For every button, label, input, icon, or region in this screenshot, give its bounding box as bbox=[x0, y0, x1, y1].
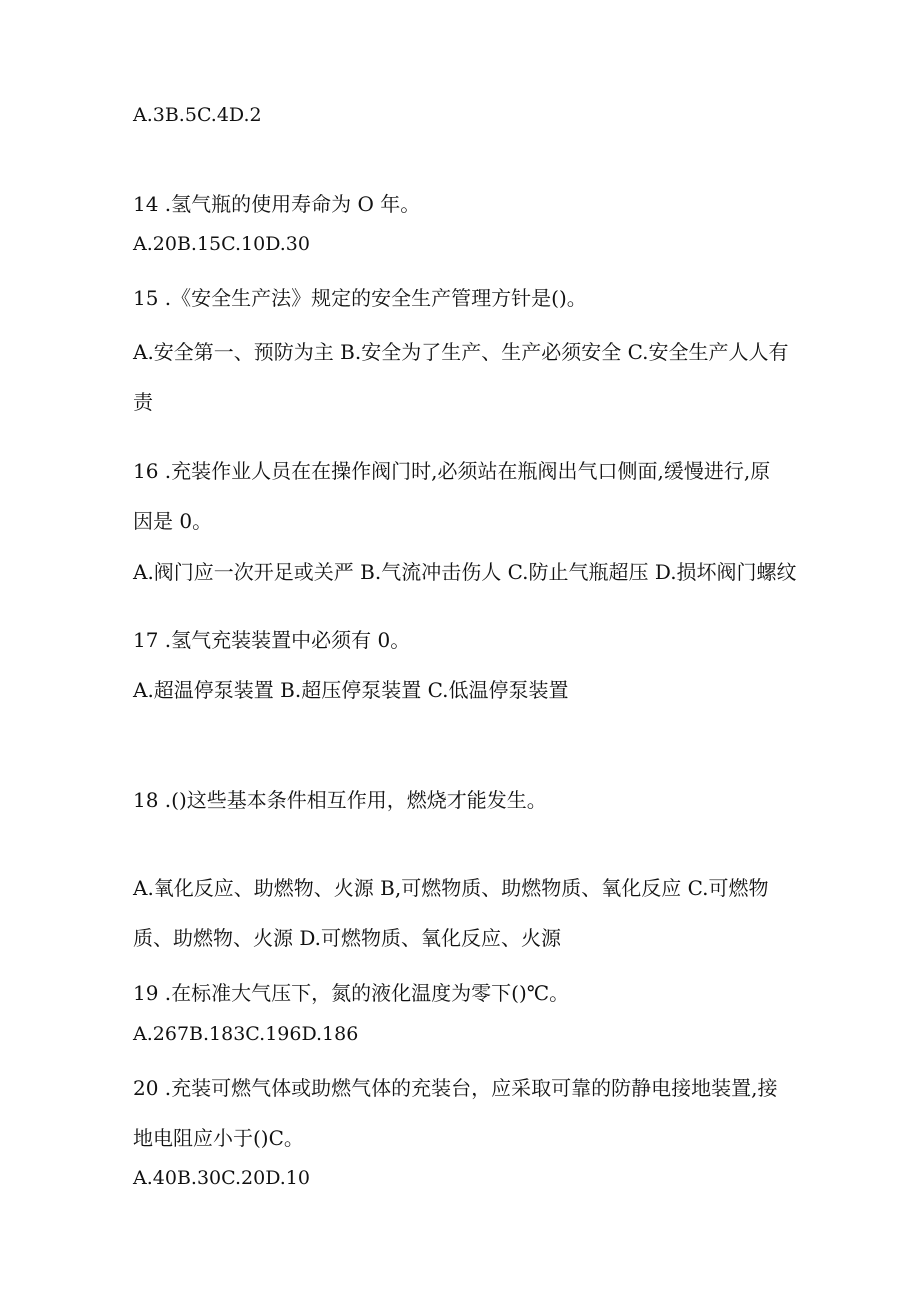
q13-options: A.3B.5C.4D.2 bbox=[133, 104, 262, 126]
q18-question: 18 .()这些基本条件相互作用，燃烧才能发生。 bbox=[133, 788, 547, 812]
q16-question-cont: 因是 0。 bbox=[133, 509, 213, 533]
q14-options: A.20B.15C.10D.30 bbox=[133, 233, 310, 255]
q20-question: 20 .充装可燃气体或助燃气体的充装台，应采取可靠的防静电接地装置,接 bbox=[133, 1076, 778, 1100]
q18-options-cont: 质、助燃物、火源 D.可燃物质、氧化反应、火源 bbox=[133, 926, 562, 950]
q16-options: A.阀门应一次开足或关严 B.气流冲击伤人 C.防止气瓶超压 D.损坏阀门螺纹 bbox=[133, 560, 797, 584]
q15-options: A.安全第一、预防为主 B.安全为了生产、生产必须安全 C.安全生产人人有 bbox=[133, 340, 789, 364]
q15-question: 15 .《安全生产法》规定的安全生产管理方针是()。 bbox=[133, 286, 587, 310]
q20-options: A.40B.30C.20D.10 bbox=[133, 1167, 310, 1189]
q17-options: A.超温停泵装置 B.超压停泵装置 C.低温停泵装置 bbox=[133, 678, 569, 702]
q17-question: 17 .氢气充装装置中必须有 0。 bbox=[133, 628, 411, 652]
q20-question-cont: 地电阻应小于()C。 bbox=[133, 1126, 304, 1150]
q19-options: A.267B.183C.196D.186 bbox=[133, 1023, 359, 1045]
q18-options: A.氧化反应、助燃物、火源 B,可燃物质、助燃物质、氧化反应 C.可燃物 bbox=[133, 876, 769, 900]
q19-question: 19 .在标准大气压下，氮的液化温度为零下()℃。 bbox=[133, 981, 570, 1005]
q15-options-cont: 责 bbox=[133, 390, 153, 414]
q16-question: 16 .充装作业人员在在操作阀门时,必须站在瓶阀出气口侧面,缓慢进行,原 bbox=[133, 459, 771, 483]
q14-question: 14 .氢气瓶的使用寿命为 O 年。 bbox=[133, 192, 421, 216]
